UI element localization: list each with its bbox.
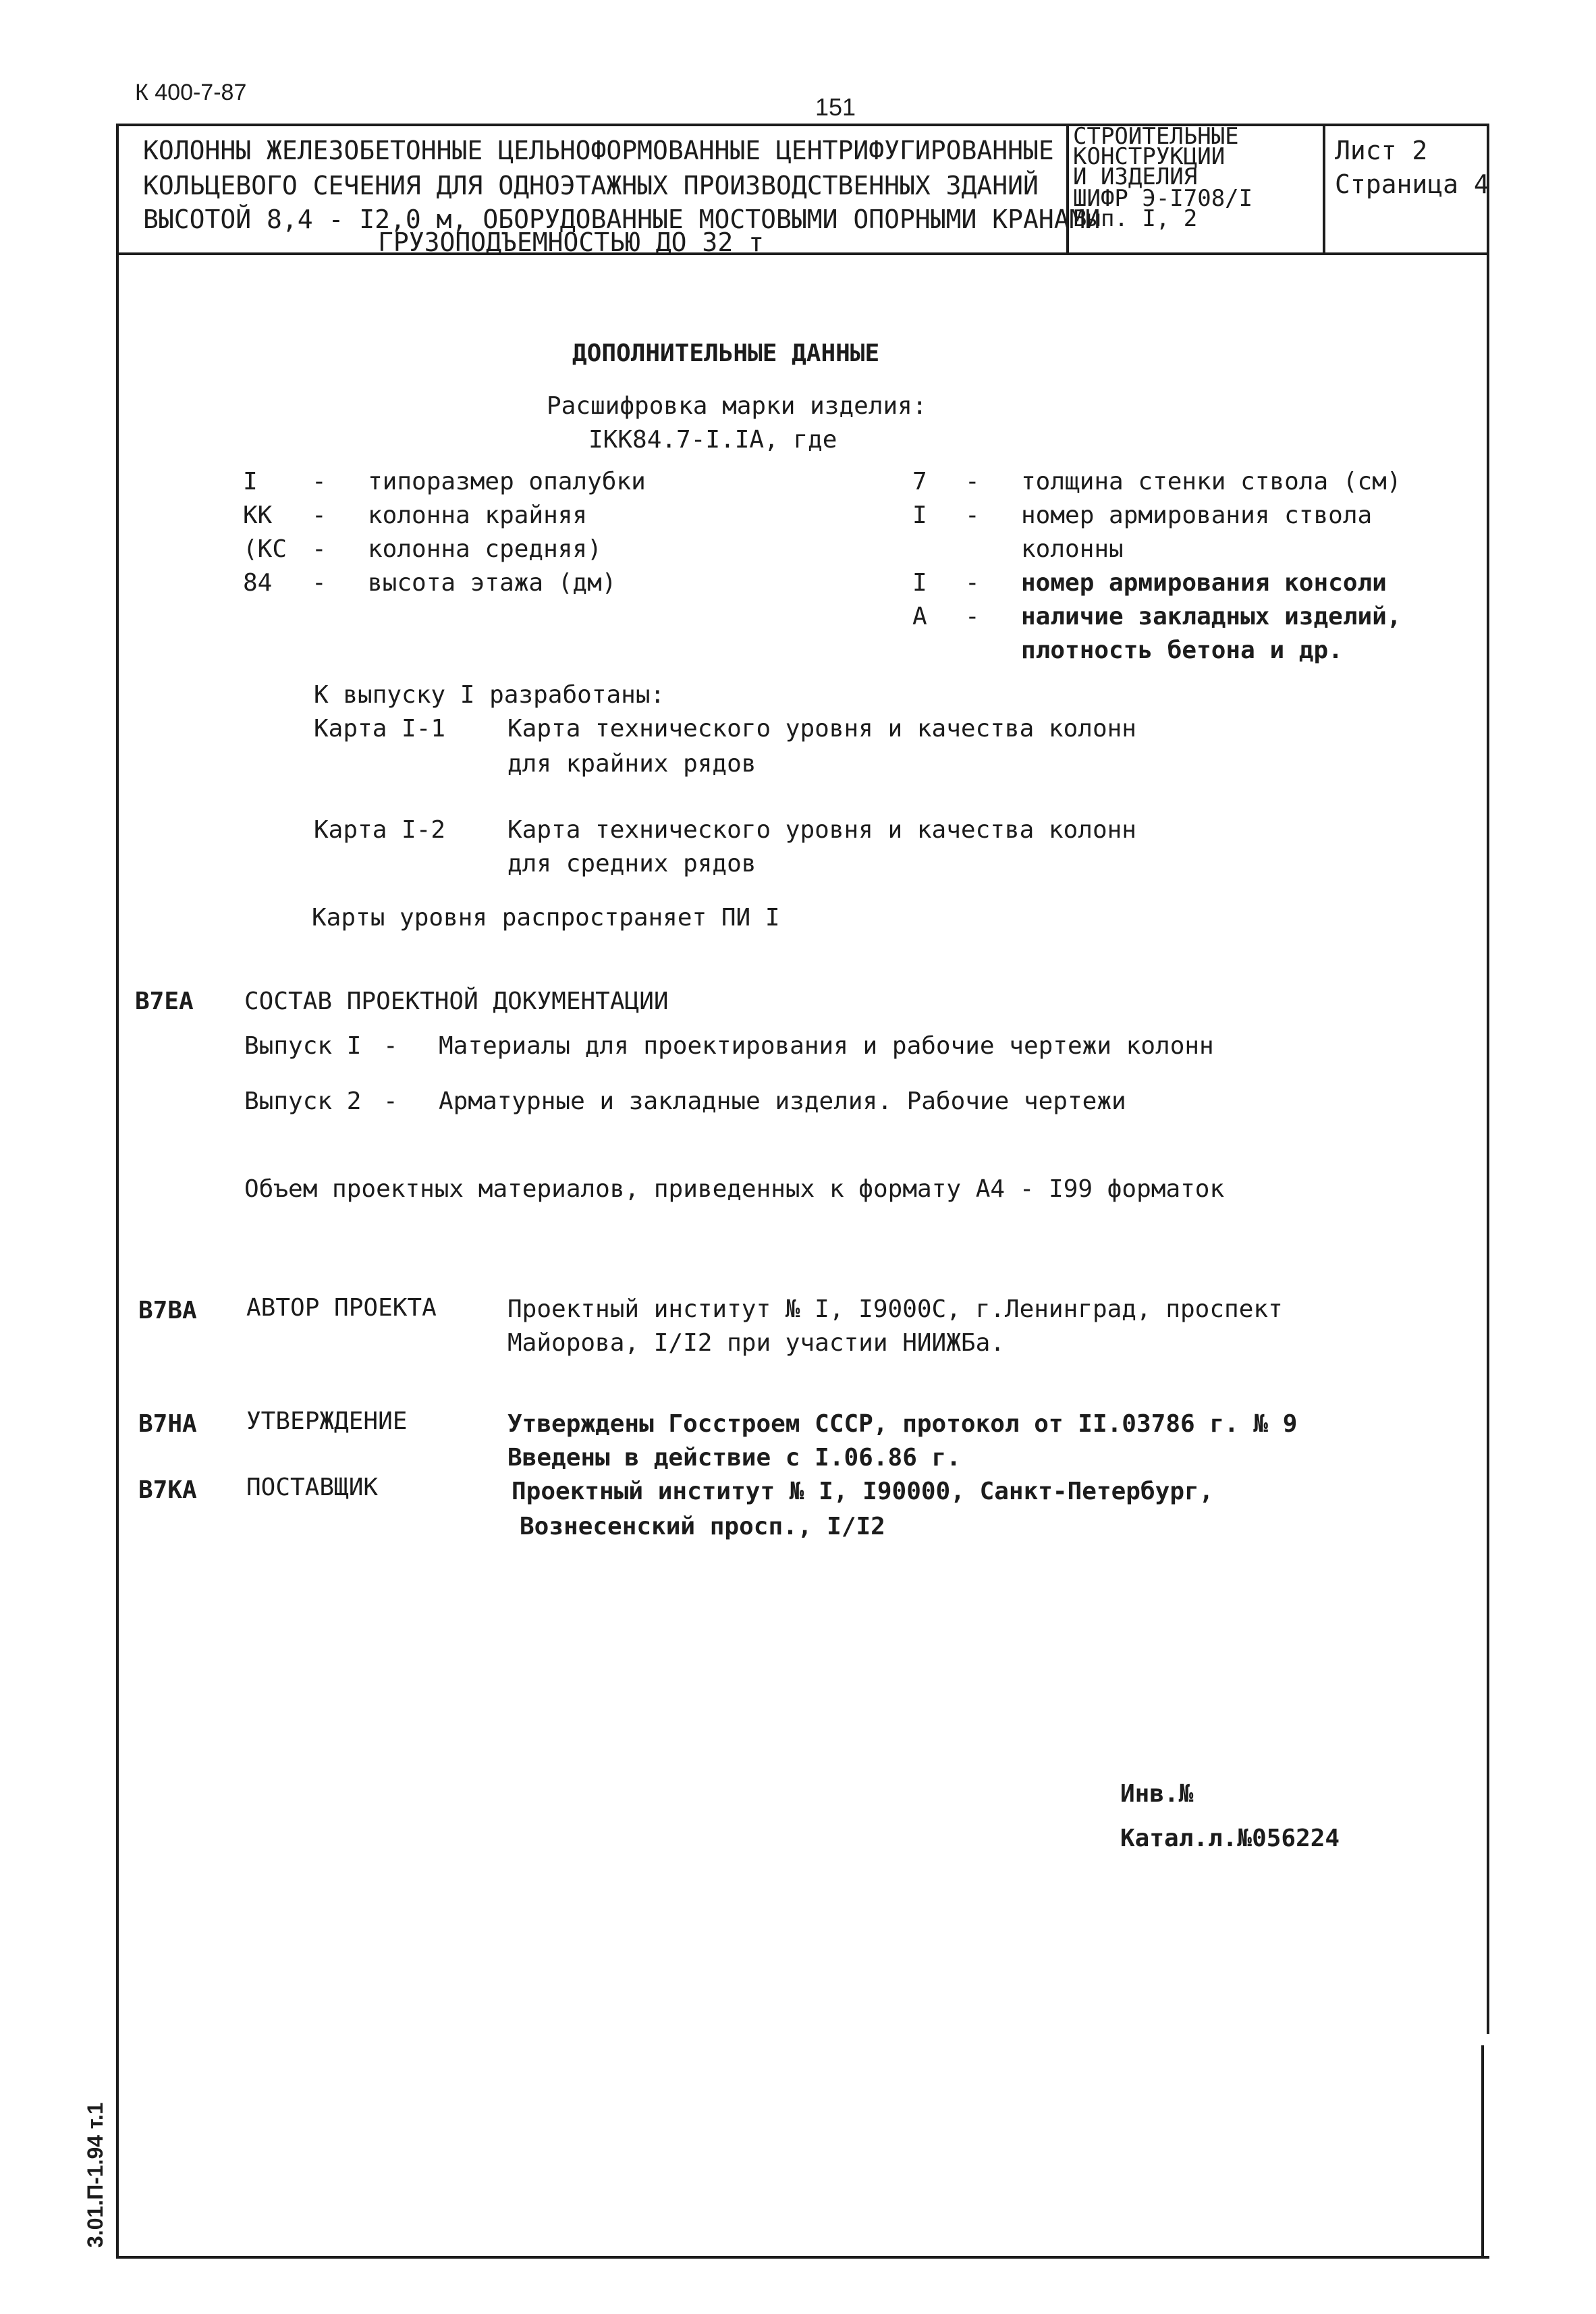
sheet-number: Лист 2: [1335, 136, 1428, 165]
right-legend-text-4b: плотность бетона и др.: [1021, 637, 1343, 664]
frame-right-border-upper: [1487, 124, 1489, 2034]
right-legend-text-3: номер армирования консоли: [1021, 569, 1387, 597]
left-legend-text-3: колонна средняя): [368, 535, 602, 563]
decode-title: Расшифровка марки изделия:: [547, 392, 927, 420]
right-legend-text-1: толщина стенки ствола (см): [1021, 468, 1402, 495]
materials-volume: Объем проектных материалов, приведенных к формату А4 - I99 форматок: [244, 1175, 1225, 1203]
left-legend-code-3: (КС: [243, 535, 287, 563]
right-legend-code-4: А: [912, 603, 927, 630]
right-legend-code-1: 7: [912, 468, 927, 495]
map-1-text-2: для крайних рядов: [507, 750, 756, 778]
left-legend-dash-3: -: [312, 535, 327, 563]
approval-line-2: Введены в действие с I.06.86 г.: [507, 1444, 961, 1472]
issue-2-text: Арматурные и закладные изделия. Рабочие чертежи: [439, 1087, 1126, 1115]
approval-code: В7НА: [138, 1410, 197, 1438]
left-legend-text-1: типоразмер опалубки: [368, 468, 646, 495]
issue-1-dash: -: [383, 1032, 398, 1060]
map-2-name: Карта I-2: [314, 816, 446, 844]
header-title-line-4: ГРУЗОПОДЪЕМНОСТЬЮ ДО 32 т: [378, 227, 764, 257]
left-legend-text-4: высота этажа (дм): [368, 569, 617, 597]
left-legend-code-1: I: [243, 468, 258, 495]
right-legend-code-2: I: [912, 502, 927, 529]
additional-heading: ДОПОЛНИТЕЛЬНЫЕ ДАННЫЕ: [572, 340, 880, 367]
right-legend-text-2: номер армирования ствола: [1021, 502, 1373, 529]
inventory-number: Инв.№: [1120, 1780, 1194, 1808]
issue-2-dash: -: [383, 1087, 398, 1115]
map-2-text: Карта технического уровня и качества колонн: [507, 816, 1136, 844]
header-category-line-3: И ИЗДЕЛИЯ: [1073, 163, 1198, 190]
map-1-text: Карта технического уровня и качества колонн: [507, 715, 1136, 743]
frame-right-border-lower: [1481, 2045, 1484, 2258]
supplier-label: ПОСТАВЩИК: [246, 1474, 379, 1501]
header-bottom-border: [116, 252, 1489, 255]
issue-1-text: Материалы для проектирования и рабочие чертежи колонн: [439, 1032, 1214, 1060]
frame-left-border: [116, 124, 119, 2258]
right-legend-dash-2: -: [965, 502, 980, 529]
header-divider-2: [1323, 124, 1325, 254]
header-title-line-1: КОЛОННЫ ЖЕЛЕЗОБЕТОННЫЕ ЦЕЛЬНОФОРМОВАННЫЕ ЦЕНТРИФУГИРОВАННЫЕ: [143, 136, 1054, 165]
map-1-name: Карта I-1: [314, 715, 446, 743]
header-title-line-3: ВЫСОТОЙ 8,4 - I2,0 м, ОБОРУДОВАННЫЕ МОСТОВЫМИ ОПОРНЫМИ КРАНАМИ: [143, 205, 1101, 234]
left-legend-dash-4: -: [312, 569, 327, 597]
right-legend-dash-4: -: [965, 603, 980, 630]
map-2-text-2: для средних рядов: [507, 850, 756, 878]
maps-distribution: Карты уровня распространяет ПИ I: [312, 904, 780, 932]
header-cipher: ШИФР Э-I708/I: [1073, 185, 1253, 212]
supplier-code: В7КА: [138, 1476, 197, 1504]
header-title-line-2: КОЛЬЦЕВОГО СЕЧЕНИЯ ДЛЯ ОДНОЭТАЖНЫХ ПРОИЗВОДСТВЕННЫХ ЗДАНИЙ: [143, 171, 1039, 200]
document-code: К 400-7-87: [135, 80, 247, 105]
left-legend-code-2: КК: [243, 502, 273, 529]
author-label: АВТОР ПРОЕКТА: [246, 1294, 437, 1322]
supplier-line-1: Проектный институт № I, I90000, Санкт-Петербург,: [512, 1478, 1214, 1505]
frame-top-border: [116, 124, 1489, 126]
right-legend-code-3: I: [912, 569, 927, 597]
left-legend-text-2: колонна крайняя: [368, 502, 588, 529]
page-number: 151: [815, 93, 856, 121]
mark-example: IКК84.7-I.IA, где: [588, 426, 837, 454]
left-legend-dash-1: -: [312, 468, 327, 495]
approval-line-1: Утверждены Госстроем СССР, протокол от II.03786 г. № 9: [507, 1410, 1298, 1438]
composition-title: СОСТАВ ПРОЕКТНОЙ ДОКУМЕНТАЦИИ: [244, 988, 669, 1015]
header-category-line-2: КОНСТРУКЦИИ: [1073, 143, 1226, 170]
sheet-page: Страница 4: [1335, 169, 1489, 199]
supplier-line-2: Вознесенский просп., I/I2: [520, 1513, 885, 1540]
issue-1-label: Выпуск I: [244, 1032, 362, 1060]
author-code: В7ВА: [138, 1297, 197, 1324]
author-line-1: Проектный институт № I, I9000С, г.Ленинград, проспект: [507, 1295, 1283, 1323]
left-legend-code-4: 84: [243, 569, 273, 597]
header-category-line-1: СТРОИТЕЛЬНЫЕ: [1073, 123, 1239, 150]
catalog-sheet-number: Катал.л.№056224: [1120, 1825, 1340, 1852]
right-legend-dash-1: -: [965, 468, 980, 495]
maps-intro: К выпуску I разработаны:: [314, 681, 665, 709]
left-legend-dash-2: -: [312, 502, 327, 529]
frame-bottom-border: [116, 2256, 1489, 2259]
side-document-code: 3.01.П-1.94 т.1: [83, 2102, 107, 2248]
header-issue: Вып. I, 2: [1073, 205, 1198, 232]
right-legend-text-2b: колонны: [1021, 535, 1124, 563]
author-line-2: Майорова, I/I2 при участии НИИЖБа.: [507, 1329, 1005, 1357]
issue-2-label: Выпуск 2: [244, 1087, 362, 1115]
composition-code: В7ЕА: [135, 988, 194, 1015]
right-legend-text-4: наличие закладных изделий,: [1021, 603, 1402, 630]
approval-label: УТВЕРЖДЕНИЕ: [246, 1407, 408, 1435]
right-legend-dash-3: -: [965, 569, 980, 597]
